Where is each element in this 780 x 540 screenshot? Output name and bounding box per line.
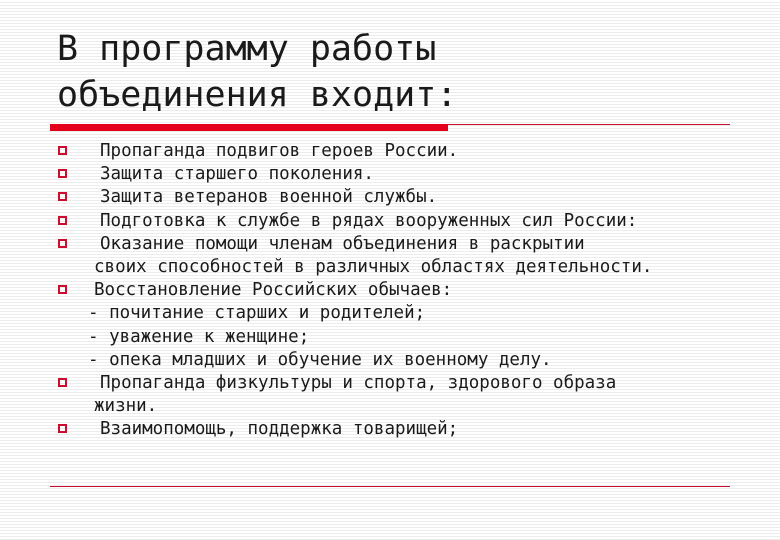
hollow-square-icon (58, 192, 67, 201)
program-list (58, 140, 758, 442)
title-line-2: объединения входит: (57, 75, 458, 115)
footer-divider (50, 486, 730, 487)
list-item-text-continuation: своих способностей в различных областях деятельности. (94, 257, 653, 278)
hollow-square-icon (58, 285, 67, 294)
sub-item: - уважение к женщине; (88, 326, 310, 347)
list-item-text: Взаимопомощь, поддержка товарищей; (100, 419, 459, 440)
hollow-square-icon (58, 239, 67, 248)
list-item (58, 163, 758, 186)
hollow-square-icon (58, 169, 67, 178)
list-item-text: Защита старшего поколения. (100, 164, 374, 185)
slide-title (57, 26, 737, 118)
list-item-text: Оказание помощи членам объединения в раскрытии (100, 233, 585, 254)
list-item-text: Подготовка к службе в рядах вооруженных сил России: (100, 210, 638, 231)
sub-item: - опека младших и обучение их военному делу. (88, 349, 552, 370)
hollow-square-icon (58, 146, 67, 155)
hollow-square-icon (58, 378, 67, 387)
sub-item: - почитание старших и родителей; (88, 303, 426, 324)
list-item (58, 279, 758, 372)
list-item (58, 140, 758, 163)
list-item-text: Пропаганда подвигов героев России. (100, 141, 459, 161)
list-item (58, 186, 758, 209)
hollow-square-icon (58, 216, 67, 225)
list-item-text: Защита ветеранов военной службы. (100, 187, 438, 208)
title-line-1: В программу работы (57, 29, 437, 69)
list-item (58, 418, 758, 441)
list-item (58, 233, 758, 279)
list-item (58, 210, 758, 233)
list-item (58, 372, 758, 418)
list-item-text-continuation: жизни. (94, 396, 158, 417)
list-item-text: Пропаганда физкультуры и спорта, здорового образа (100, 373, 617, 394)
hollow-square-icon (58, 424, 67, 433)
list-item-text: Восстановление Российских обычаев: (94, 280, 453, 301)
title-divider-accent (50, 124, 448, 131)
